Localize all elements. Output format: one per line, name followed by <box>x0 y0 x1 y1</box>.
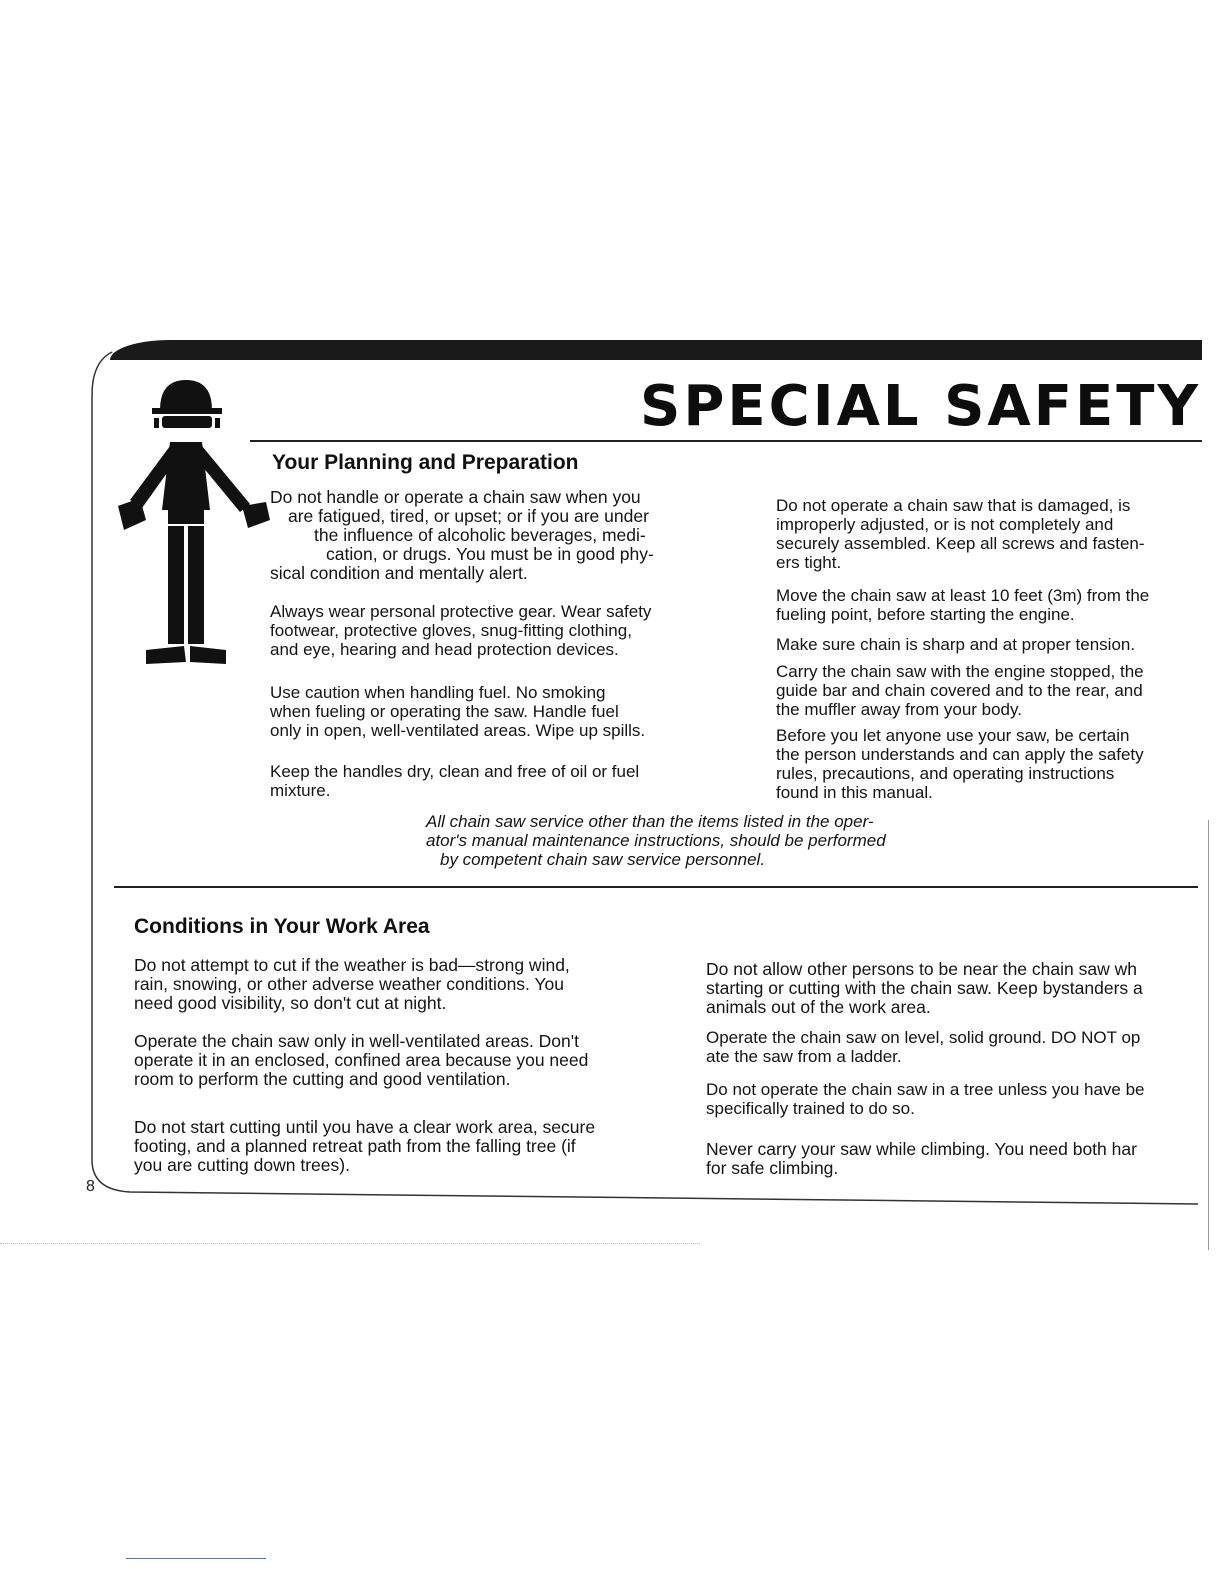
text-line: the influence of alcoholic beverages, medi- <box>314 525 646 545</box>
text-line: fueling point, before starting the engine. <box>776 605 1075 624</box>
text-line: securely assembled. Keep all screws and fasten- <box>776 534 1145 553</box>
text-line: Keep the handles dry, clean and free of oil or fuel <box>270 762 640 781</box>
planning-right-para-3 <box>776 635 1206 654</box>
text-line: ator's manual maintenance instructions, should be performed <box>426 831 886 850</box>
text-line: found in this manual. <box>776 783 933 802</box>
text-line: the person understands and can apply the safety <box>776 745 1144 764</box>
planning-heading: Your Planning and Preparation <box>272 451 579 474</box>
text-line: you are cutting down trees). <box>134 1155 350 1175</box>
text-line: for safe climbing. <box>706 1158 839 1178</box>
work-left-para-1 <box>134 956 674 1013</box>
text-line: Do not allow other persons to be near the chain saw wh <box>706 960 1137 979</box>
text-line: Do not operate the chain saw in a tree unless you have be <box>706 1080 1145 1099</box>
scan-artifact <box>0 1243 700 1244</box>
text-line: improperly adjusted, or is not completely and <box>776 515 1114 534</box>
text-line: Use caution when handling fuel. No smoking <box>270 683 606 702</box>
text-line: Never carry your saw while climbing. You need both har <box>706 1140 1137 1159</box>
text-line: cation, or drugs. You must be in good phy- <box>326 544 654 564</box>
text-line: footing, and a planned retreat path from the falling tree (if <box>134 1136 576 1156</box>
text-line: specifically trained to do so. <box>706 1099 915 1118</box>
work-right-para-4 <box>706 1140 1204 1178</box>
text-line: are fatigued, tired, or upset; or if you are under <box>288 506 649 526</box>
safety-gear-person-icon <box>110 380 290 680</box>
header-bar <box>110 340 1202 360</box>
text-line: Do not operate a chain saw that is damaged, is <box>776 496 1131 515</box>
service-note <box>426 812 966 869</box>
text-line: room to perform the cutting and good ventilation. <box>134 1069 511 1089</box>
work-area-heading: Conditions in Your Work Area <box>134 915 430 938</box>
planning-left-para-1 <box>270 488 700 583</box>
work-left-para-3 <box>134 1118 674 1175</box>
page-number: 8 <box>86 1178 95 1195</box>
work-right-para-3 <box>706 1080 1204 1118</box>
page-title: SPECIAL SAFETY <box>640 374 1202 439</box>
page-edge <box>1208 820 1209 1250</box>
footer-line <box>126 1558 266 1559</box>
text-line: footwear, protective gloves, snug-fitting clothing, <box>270 621 632 640</box>
planning-left-para-3 <box>270 683 700 740</box>
planning-right-para-4 <box>776 662 1206 719</box>
text-line: guide bar and chain covered and to the rear, and <box>776 681 1143 700</box>
text-line: All chain saw service other than the items listed in the oper- <box>426 812 874 831</box>
text-line: animals out of the work area. <box>706 997 931 1017</box>
text-line: Before you let anyone use your saw, be certain <box>776 726 1130 745</box>
text-line: Operate the chain saw only in well-ventilated areas. Don't <box>134 1031 579 1051</box>
text-line: Do not start cutting until you have a clear work area, secure <box>134 1117 596 1137</box>
planning-right-para-1 <box>776 496 1206 572</box>
text-line: Always wear personal protective gear. Wear safety <box>270 602 652 621</box>
text-line: ers tight. <box>776 553 842 572</box>
text-line: Do not attempt to cut if the weather is bad—strong wind, <box>134 955 570 975</box>
text-line: by competent chain saw service personnel. <box>440 850 766 869</box>
text-line: operate it in an enclosed, confined area because you need <box>134 1050 589 1070</box>
text-line: need good visibility, so don't cut at night. <box>134 993 447 1013</box>
planning-left-para-2 <box>270 602 700 659</box>
work-right-para-2 <box>706 1028 1204 1066</box>
planning-left-para-4 <box>270 762 700 800</box>
work-left-para-2 <box>134 1032 674 1089</box>
text-line: mixture. <box>270 781 331 800</box>
text-line: Carry the chain saw with the engine stopped, the <box>776 662 1144 681</box>
work-right-para-1 <box>706 960 1204 1017</box>
text-line: rain, snowing, or other adverse weather conditions. You <box>134 974 564 994</box>
planning-right-para-5 <box>776 726 1206 802</box>
text-line: when fueling or operating the saw. Handle fuel <box>270 702 619 721</box>
text-line: rules, precautions, and operating instructions <box>776 764 1115 783</box>
text-line: starting or cutting with the chain saw. Keep bystanders a <box>706 978 1143 998</box>
planning-right-para-2 <box>776 586 1206 624</box>
text-line: Do not handle or operate a chain saw when you <box>270 487 641 507</box>
text-line: Make sure chain is sharp and at proper tension. <box>776 635 1136 654</box>
title-rule <box>250 440 1202 442</box>
text-line: sical condition and mentally alert. <box>270 563 528 583</box>
text-line: and eye, hearing and head protection devices. <box>270 640 619 659</box>
text-line: ate the saw from a ladder. <box>706 1047 902 1066</box>
text-line: Operate the chain saw on level, solid ground. DO NOT op <box>706 1028 1141 1047</box>
text-line: Move the chain saw at least 10 feet (3m) from the <box>776 586 1150 605</box>
text-line: the muffler away from your body. <box>776 700 1022 719</box>
text-line: only in open, well-ventilated areas. Wipe up spills. <box>270 721 646 740</box>
section-rule <box>114 886 1198 888</box>
